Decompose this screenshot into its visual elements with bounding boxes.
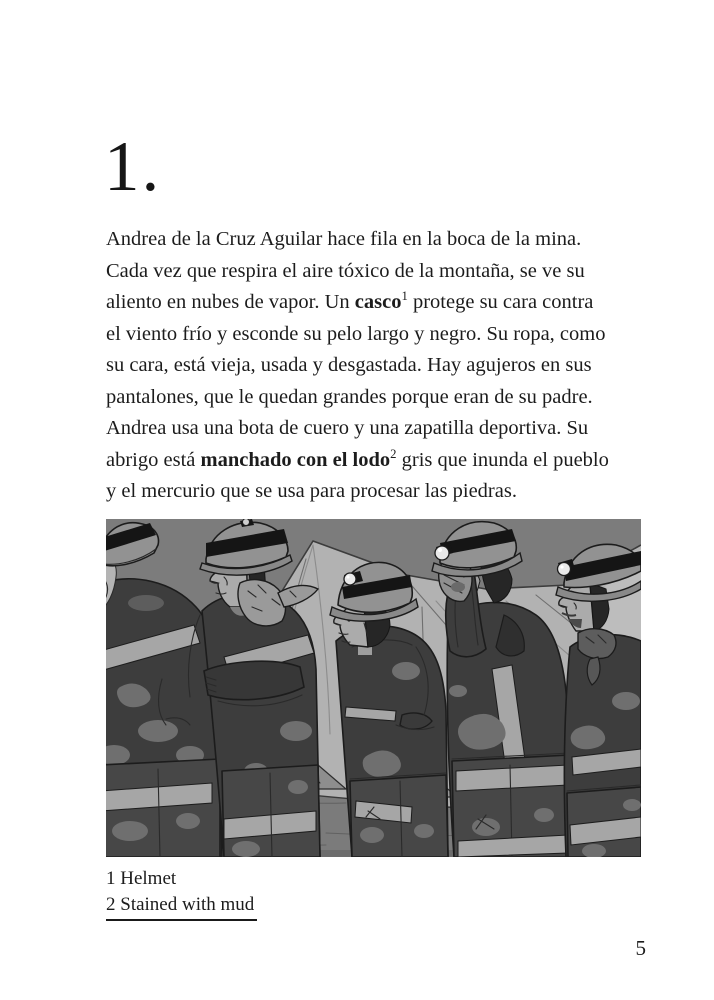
footnote-item: 1 Helmet xyxy=(106,868,177,889)
text-line: aliento en nubes de vapor. Un casco$^1$ protege su cara contra xyxy=(106,289,594,313)
text-line: Andrea de la Cruz Aguilar hace fila en la boca de la mina. xyxy=(106,228,582,250)
text-line: el viento frío y esconde su pelo largo y negro. Su ropa, como xyxy=(106,322,606,345)
text-line: Andrea usa una bota de cuero y una zapatilla deportiva. Su xyxy=(106,417,589,439)
footnote-item: 2 Stained with mud xyxy=(106,893,255,915)
story-paragraph xyxy=(106,224,666,508)
footnote-rule xyxy=(106,919,257,921)
page-number: 5 xyxy=(635,936,646,960)
text-line: y el mercurio que se usa para procesar las piedras. xyxy=(106,480,517,502)
text-line: pantalones, que le quedan grandes porque eran de su padre. xyxy=(106,385,593,408)
miners-illustration xyxy=(106,519,641,857)
chapter-number: 1. xyxy=(104,128,162,206)
miner-figure-5 xyxy=(556,544,641,857)
text-line: abrigo está manchado con el lodo$^2$ gris que inunda el pueblo xyxy=(106,446,609,471)
text-line: Cada vez que respira el aire tóxico de la montaña, se ve su xyxy=(106,259,585,282)
footnotes xyxy=(106,866,254,917)
text-line: su cara, está vieja, usada y desgastada. Hay agujeros en sus xyxy=(106,354,592,376)
miners-illustration-svg xyxy=(106,519,641,857)
